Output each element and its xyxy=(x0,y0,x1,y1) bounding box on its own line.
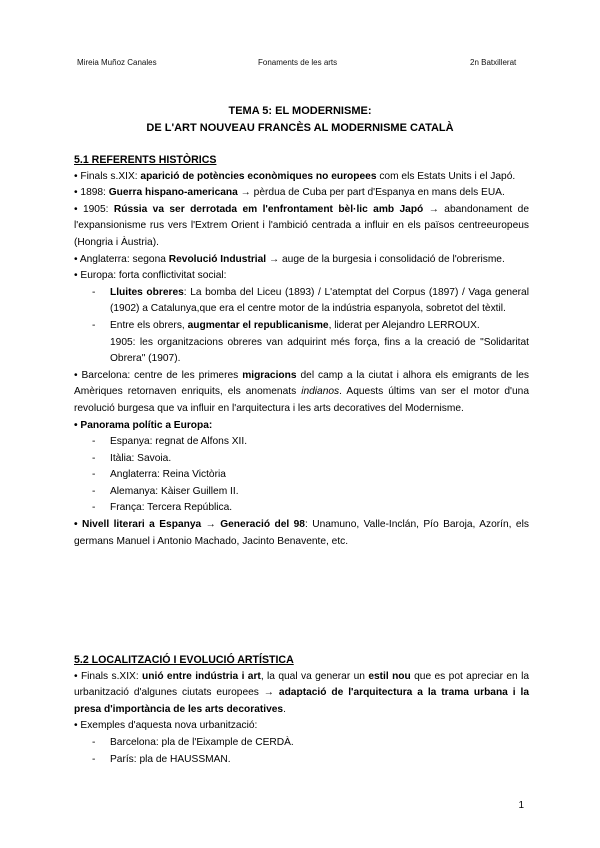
section-2-heading: 5.2 LOCALITZACIÓ I EVOLUCIÓ ARTÍSTICA xyxy=(74,654,294,666)
bullet-europa: • Europa: forta conflictivitat social: xyxy=(74,270,227,282)
title-line-1: TEMA 5: EL MODERNISME: xyxy=(228,105,372,117)
sub-bullet-republicanisme: - Entre els obrers, augmentar el republicanisme, liderat per Alejandro LERROUX. xyxy=(92,319,480,331)
bullet-barcelona: • Barcelona: centre de les primeres migracions del camp a la ciutat i alhora els emigrants de les Amèriques retornaven enriquits, els anomenats indianos. Aquests últims van ser el motor d'una revolució burgesa que va influir en l'arquitectura i les arts decoratives del Modernisme. xyxy=(74,369,529,414)
sub-bullet-lluites-obreres: - Lluites obreres: La bomba del Liceu (1893) / L'atemptat del Corpus (1897) / Vaga general (1902) a Catalunya,que era el centre motor de la indústria espanyola, sobretot del tèxtil. xyxy=(92,286,529,315)
section-1 xyxy=(74,152,529,550)
sub-bullet-1905-continuation: 1905: les organitzacions obreres van adquirint més força, fins a la creació de "Solidaritat Obrera" (1907). xyxy=(110,336,529,365)
list-item: - Barcelona: pla de l'Eixample de CERDÀ. xyxy=(92,736,294,748)
list-item: - Anglaterra: Reina Victòria xyxy=(92,469,226,481)
header-course: 2n Batxillerat xyxy=(470,58,517,67)
list-item: - Itàlia: Savoia. xyxy=(92,452,172,464)
bullet-finals-sxix: • Finals s.XIX: aparició de potències econòmiques no europees com els Estats Units i el Japó. xyxy=(74,170,516,182)
list-item: - França: Tercera República. xyxy=(92,502,233,514)
bullet-anglaterra: • Anglaterra: segona Revolució Industrial → auge de la burgesia i consolidació de l'obrerisme. xyxy=(74,253,505,265)
bullet-1898: • 1898: Guerra hispano-americana → pèrdua de Cuba per part d'Espanya en mans dels EUA. xyxy=(74,187,505,199)
title-line-2: DE L'ART NOUVEAU FRANCÈS AL MODERNISME CATALÀ xyxy=(146,122,454,134)
bullet-nivell-literari: • Nivell literari a Espanya → Generació del 98: Unamuno, Valle-Inclán, Pío Baroja, Azorín, els germans Manuel i Antonio Machado, Jacinto Benavente, etc. xyxy=(74,519,529,547)
list-item: - París: pla de HAUSSMAN. xyxy=(92,753,231,765)
bullet-unio-industria-art: • Finals s.XIX: unió entre indústria i art, la qual va generar un estil nou que es pot apreciar en la urbanització d'algunes ciutats europees → adaptació de l'arquitectura a la trama urbana i la presa d'importància de les arts decoratives. xyxy=(74,670,530,715)
section-2 xyxy=(74,652,529,768)
bullet-panorama-politic: • Panorama polític a Europa: xyxy=(74,419,213,431)
bullet-1905: • 1905: Rússia va ser derrotada em l'enfrontament bèl·lic amb Japó → abandonament de l'expansionisme rus vers l'Extrem Orient i l'ambició centrada a influir en els països centreeuropeus (Hongria i Àustria). xyxy=(74,203,529,248)
section-1-heading: 5.1 REFERENTS HISTÒRICS xyxy=(74,154,217,166)
list-item: - Alemanya: Kàiser Guillem II. xyxy=(92,485,239,497)
bullet-exemples: • Exemples d'aquesta nova urbanització: xyxy=(74,720,258,732)
page-number: 1 xyxy=(518,800,524,811)
header-subject: Fonaments de les arts xyxy=(258,58,338,67)
list-item: - Espanya: regnat de Alfons XII. xyxy=(92,436,248,448)
header-author: Mireia Muñoz Canales xyxy=(77,58,157,67)
